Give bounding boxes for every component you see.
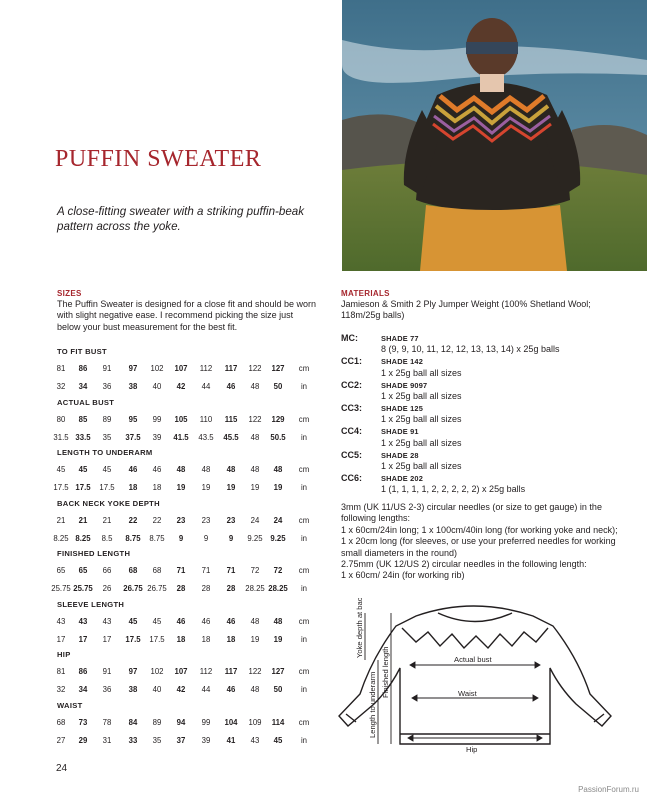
measurement-cell: 91 <box>102 667 112 676</box>
needles-line: 3mm (UK 11/US 2-3) circular needles (or size to get gauge) in the following lengths: <box>341 502 602 524</box>
measurement-row-in <box>57 685 307 697</box>
measurement-cell: 40 <box>152 382 162 391</box>
measurement-cell: 35 <box>152 735 162 745</box>
shade-code: SHADE 142 <box>381 357 424 367</box>
colour-label: MC: <box>341 333 358 343</box>
measurement-cell: 50 <box>273 382 283 391</box>
shade-code: SHADE 125 <box>381 403 424 413</box>
measurement-cell: 115 <box>224 414 238 424</box>
cuff-right <box>594 714 604 722</box>
colour-shade <box>381 333 419 344</box>
measurement-cell: 46 <box>226 685 236 694</box>
measurement-cell: 85 <box>78 414 88 424</box>
sizes-heading: SIZES <box>57 289 82 298</box>
colour-item <box>341 333 621 356</box>
measurement-cell: 48 <box>226 465 236 474</box>
needles-list <box>341 502 621 582</box>
measurement-cell: 42 <box>176 382 186 391</box>
measurement-unit: cm <box>298 717 310 727</box>
measurement-cell: 21 <box>56 515 66 525</box>
colour-label: CC5: <box>341 449 363 460</box>
needles-line: 1 x 60cm/24in long; 1 x 100cm/40in long (for working yoke and neck); 1 x 20cm long (for sleeves, or use your preferred needles for working small diameters in the round) <box>341 524 618 558</box>
measurement-cell: 122 <box>248 414 262 424</box>
measurement-cell: 110 <box>199 414 213 424</box>
measurement-cell: 45 <box>102 465 112 474</box>
measurement-cell: 45 <box>56 465 66 474</box>
measurement-cell: 99 <box>152 414 162 424</box>
measurement-cell: 89 <box>152 717 162 727</box>
measurement-row-in <box>53 432 308 445</box>
measurement-unit: in <box>300 382 308 391</box>
measurement-row-cm <box>56 414 310 427</box>
colour-amount: 1 (1, 1, 1, 1, 2, 2, 2, 2, 2) x 25g balls <box>381 484 526 495</box>
measurement-cell: 9 <box>203 533 209 543</box>
measurement-cell: 34 <box>78 685 88 694</box>
colour-label: CC6: <box>341 472 363 483</box>
colour-label: CC2: <box>341 379 363 390</box>
measurement-cell: 32 <box>56 685 66 694</box>
measurement-cell: 28 <box>226 584 236 593</box>
measurement-cell: 9 <box>228 533 234 543</box>
measurement-cell: 45 <box>78 465 88 474</box>
measurement-cell: 25.75 <box>51 584 71 593</box>
sizes-description: The Puffin Sweater is designed for a close fit and should be worn with slight negative ease. I recommend picking the size just below your bust measurement for the best fit. <box>57 299 316 332</box>
measurement-cell: 107 <box>174 364 188 373</box>
measurement-cell: 44 <box>201 382 211 391</box>
colour-label: CC1: <box>341 356 363 367</box>
colour-shade <box>381 380 427 391</box>
colour-label: CC3: <box>341 402 363 413</box>
measurement-cell: 107 <box>174 667 188 676</box>
measurement-unit: cm <box>298 414 310 424</box>
measurement-unit: in <box>300 685 308 694</box>
measurement-cell: 17.5 <box>99 483 115 492</box>
measurement-cell: 41.5 <box>173 432 189 442</box>
measurement-row-in <box>57 635 307 647</box>
measurement-cell: 39 <box>201 735 211 745</box>
measurement-cell: 28.25 <box>268 584 288 593</box>
measurement-unit: cm <box>298 566 310 575</box>
measurement-cell: 8.25 <box>75 533 91 543</box>
sweater-photo-illustration <box>342 0 647 271</box>
colour-amount: 1 x 25g ball all sizes <box>381 460 462 471</box>
measurement-cell: 8.75 <box>149 533 165 543</box>
colour-amount: 1 x 25g ball all sizes <box>381 390 462 401</box>
measurement-cell: 73 <box>78 717 88 727</box>
measurement-cell: 43.5 <box>198 432 214 442</box>
shade-code: SHADE 202 <box>381 473 424 483</box>
measurement-cell: 28 <box>201 584 211 593</box>
measurement-cell: 17 <box>78 634 88 644</box>
measurement-cell: 95 <box>128 414 138 424</box>
measurement-cell: 43 <box>56 616 66 626</box>
measurement-cell: 19 <box>176 483 186 492</box>
measurement-heading: WAIST <box>57 700 83 710</box>
measurement-row-cm <box>56 364 310 376</box>
shade-code: SHADE 9097 <box>381 380 428 390</box>
measurement-cell: 23 <box>201 515 211 525</box>
measurement-cell: 35 <box>102 432 112 442</box>
measurement-row-in <box>53 533 308 546</box>
measurement-row-cm <box>56 667 310 679</box>
measurement-cell: 8.75 <box>125 533 141 543</box>
measurement-cell: 18 <box>226 634 236 644</box>
label-hip: Hip <box>466 745 478 754</box>
measurement-cell: 127 <box>271 667 285 676</box>
measurement-unit: in <box>300 634 308 644</box>
colour-item <box>341 450 621 473</box>
measurement-cell: 18 <box>152 483 162 492</box>
measurement-cell: 48 <box>250 685 260 694</box>
measurement-cell: 26.75 <box>147 584 167 593</box>
measurement-cell: 46 <box>201 616 211 626</box>
colour-item <box>341 356 621 379</box>
measurement-cell: 37.5 <box>125 432 141 442</box>
measurement-cell: 122 <box>248 667 262 676</box>
measurement-cell: 44 <box>201 685 211 694</box>
colour-label: CC4: <box>341 426 363 437</box>
measurement-cell: 21 <box>102 515 112 525</box>
measurement-cell: 89 <box>102 414 112 424</box>
measurement-cell: 23 <box>176 515 186 525</box>
measurement-heading: SLEEVE LENGTH <box>57 599 125 609</box>
measurement-unit: in <box>300 483 308 492</box>
measurement-cell: 68 <box>128 566 138 575</box>
measurement-cell: 42 <box>176 685 186 694</box>
measurement-cell: 9.25 <box>247 533 263 543</box>
measurement-heading: TO FIT BUST <box>57 347 107 356</box>
measurement-cell: 102 <box>150 364 164 373</box>
label-finished-length: Finished length <box>381 646 390 698</box>
measurement-cell: 19 <box>226 483 236 492</box>
shade-code: SHADE 91 <box>381 427 419 437</box>
measurement-cell: 46 <box>176 616 186 626</box>
measurement-cell: 18 <box>201 634 211 644</box>
needles-line: 2.75mm (UK 12/US 2) circular needles in the following length: <box>341 559 587 570</box>
measurement-cell: 72 <box>273 566 283 575</box>
label-underarm: Length to underarm <box>368 671 377 738</box>
measurement-cell: 68 <box>152 566 162 575</box>
yarn-description: Jamieson & Smith 2 Ply Jumper Weight (100% Shetland Wool; 118m/25g balls) <box>341 299 591 321</box>
measurement-cell: 104 <box>224 717 238 727</box>
measurement-unit: cm <box>298 515 310 525</box>
measurement-cell: 43 <box>250 735 260 745</box>
colour-amount: 1 x 25g ball all sizes <box>381 414 462 425</box>
measurement-row-cm <box>56 465 310 477</box>
measurement-cell: 8.5 <box>101 533 113 543</box>
measurement-heading: LENGTH TO UNDERARM <box>57 448 153 457</box>
measurement-cell: 45 <box>128 616 138 626</box>
measurement-cell: 34 <box>78 382 88 391</box>
measurement-cell: 127 <box>271 364 285 373</box>
measurement-cell: 84 <box>128 717 138 727</box>
measurement-cell: 33 <box>128 735 138 745</box>
measurement-heading: FINISHED LENGTH <box>57 549 131 558</box>
colour-shade <box>381 473 423 484</box>
measurement-cell: 19 <box>250 634 260 644</box>
measurement-cell: 91 <box>102 364 112 373</box>
measurement-cell: 65 <box>56 566 66 575</box>
measurement-cell: 50.5 <box>270 432 286 442</box>
neckline <box>438 613 512 622</box>
measurement-row-cm <box>56 717 310 730</box>
colour-item <box>341 380 621 403</box>
shade-code: SHADE 28 <box>381 450 419 460</box>
label-actual-bust: Actual bust <box>454 655 492 664</box>
measurement-cell: 32 <box>56 382 66 391</box>
sweater-outline <box>339 606 611 744</box>
measurement-row-cm <box>56 515 310 528</box>
materials-heading: MATERIALS <box>341 289 390 298</box>
measurement-cell: 122 <box>248 364 262 373</box>
page-number: 24 <box>56 763 68 774</box>
measurement-cell: 71 <box>176 566 186 575</box>
measurement-cell: 48 <box>176 465 186 474</box>
measurement-cell: 65 <box>78 566 88 575</box>
measurement-cell: 24 <box>250 515 260 525</box>
measurement-cell: 46 <box>226 616 236 626</box>
measurement-cell: 48 <box>250 465 260 474</box>
colour-amount: 1 x 25g ball all sizes <box>381 367 462 378</box>
measurement-cell: 19 <box>273 483 283 492</box>
measurement-unit: in <box>300 584 308 593</box>
measurement-cell: 99 <box>201 717 211 727</box>
label-waist: Waist <box>458 689 477 698</box>
measurement-cell: 105 <box>174 414 188 424</box>
measurement-cell: 46 <box>152 465 162 474</box>
measurement-cell: 72 <box>250 566 260 575</box>
measurement-cell: 37 <box>176 735 186 745</box>
measurement-cell: 17.5 <box>75 483 91 492</box>
measurement-cell: 8.25 <box>53 533 69 543</box>
measurement-cell: 112 <box>199 364 213 373</box>
measurement-cell: 39 <box>152 432 162 442</box>
measurement-cell: 48 <box>201 465 211 474</box>
measurement-cell: 36 <box>102 382 112 391</box>
schematic-svg <box>328 598 624 758</box>
measurement-unit: cm <box>298 364 310 373</box>
measurement-cell: 86 <box>78 364 88 373</box>
measurement-cell: 48 <box>250 382 260 391</box>
measurement-cell: 31 <box>102 735 112 745</box>
measurement-cell: 28.25 <box>245 584 265 593</box>
measurement-cell: 9.25 <box>270 533 286 543</box>
measurement-cell: 78 <box>102 717 112 727</box>
measurement-heading: HIP <box>57 650 71 659</box>
measurement-cell: 19 <box>273 634 283 644</box>
measurement-unit: in <box>300 432 308 442</box>
measurement-cell: 117 <box>224 667 238 676</box>
colour-shade <box>381 403 423 414</box>
shade-code: SHADE 77 <box>381 334 419 343</box>
measurement-cell: 36 <box>102 685 112 694</box>
measurement-cell: 94 <box>176 717 186 727</box>
measurement-cell: 71 <box>201 566 211 575</box>
measurement-cell: 45 <box>152 616 162 626</box>
measurement-cell: 97 <box>128 364 138 373</box>
measurement-unit: in <box>300 735 308 745</box>
measurement-cell: 48 <box>250 432 260 442</box>
measurement-cell: 17.5 <box>125 634 141 644</box>
colour-shade <box>381 450 419 461</box>
measurement-cell: 24 <box>273 515 283 525</box>
measurement-cell: 31.5 <box>53 432 69 442</box>
label-yoke-depth: Yoke depth at back <box>355 598 364 658</box>
measurement-cell: 48 <box>273 465 283 474</box>
measurement-cell: 45 <box>273 735 283 745</box>
measurement-cell: 46 <box>226 382 236 391</box>
measurement-cell: 43 <box>78 616 88 626</box>
watermark: PassionForum.ru <box>578 785 639 794</box>
measurement-cell: 112 <box>199 667 213 676</box>
measurement-row-in <box>57 736 307 748</box>
measurement-row-cm <box>56 566 310 578</box>
measurement-unit: cm <box>298 616 310 626</box>
measurement-cell: 43 <box>102 616 112 626</box>
measurement-cell: 114 <box>271 717 285 727</box>
measurement-unit: in <box>300 533 308 543</box>
colour-item <box>341 403 621 426</box>
measurement-cell: 45.5 <box>223 432 239 442</box>
needles-line: 1 x 60cm/ 24in (for working rib) <box>341 570 465 581</box>
measurement-cell: 22 <box>152 515 162 525</box>
measurement-cell: 129 <box>271 414 285 424</box>
measurement-cell: 18 <box>128 483 138 492</box>
colour-shade <box>381 426 419 437</box>
measurement-cell: 19 <box>201 483 211 492</box>
measurement-cell: 22 <box>128 515 138 525</box>
measurement-cell: 28 <box>176 584 186 593</box>
measurement-cell: 48 <box>273 616 283 626</box>
measurement-cell: 109 <box>248 717 262 727</box>
measurement-cell: 81 <box>56 667 66 676</box>
measurement-cell: 38 <box>128 685 138 694</box>
colour-amount: 1 x 25g ball all sizes <box>381 437 462 448</box>
measurement-cell: 68 <box>56 717 66 727</box>
measurement-heading: ACTUAL BUST <box>57 397 115 407</box>
colour-item <box>341 426 621 449</box>
colour-item <box>341 473 621 496</box>
cuff-left <box>346 714 356 722</box>
measurement-cell: 17 <box>102 634 112 644</box>
page-title: PUFFIN SWEATER <box>55 146 262 172</box>
measurement-cell: 80 <box>56 414 66 424</box>
colour-amount: 8 (9, 9, 10, 11, 12, 12, 13, 13, 14) x 25g balls <box>381 344 560 355</box>
measurement-cell: 9 <box>178 533 184 543</box>
measurement-cell: 38 <box>128 382 138 391</box>
measurement-heading: BACK NECK YOKE DEPTH <box>57 498 160 508</box>
measurement-row-in <box>51 584 308 596</box>
measurement-cell: 33.5 <box>75 432 91 442</box>
measurement-cell: 17.5 <box>149 634 165 644</box>
measurement-unit: cm <box>298 465 310 474</box>
measurement-cell: 41 <box>226 735 236 745</box>
measurement-cell: 23 <box>226 515 236 525</box>
measurement-cell: 17 <box>56 634 66 644</box>
measurement-cell: 26.75 <box>123 584 143 593</box>
measurement-cell: 71 <box>226 566 236 575</box>
measurement-cell: 18 <box>176 634 186 644</box>
measurement-cell: 29 <box>78 735 88 745</box>
yoke-pattern <box>402 628 548 648</box>
measurement-row-in <box>57 382 307 394</box>
measurement-row-in <box>53 483 308 495</box>
measurement-cell: 17.5 <box>53 483 69 492</box>
measurement-cell: 48 <box>250 616 260 626</box>
measurement-cell: 86 <box>78 667 88 676</box>
measurement-cell: 25.75 <box>73 584 93 593</box>
measurement-cell: 81 <box>56 364 66 373</box>
measurement-cell: 46 <box>128 465 138 474</box>
measurement-cell: 66 <box>102 566 112 575</box>
sweater-photo <box>342 0 647 271</box>
measurement-cell: 27 <box>56 735 66 745</box>
measurement-row-cm <box>56 616 310 629</box>
measurement-cell: 19 <box>250 483 260 492</box>
colour-shade <box>381 356 423 367</box>
measurement-unit: cm <box>298 667 310 676</box>
measurement-cell: 102 <box>150 667 164 676</box>
schematic-diagram <box>328 598 624 758</box>
measurement-cell: 21 <box>78 515 88 525</box>
measurement-cell: 50 <box>273 685 283 694</box>
intro-text: A close-fitting sweater with a striking puffin-beak pattern across the yoke. <box>57 205 305 233</box>
measurement-cell: 97 <box>128 667 138 676</box>
measurement-cell: 40 <box>152 685 162 694</box>
measurement-cell: 117 <box>224 364 238 373</box>
measurement-cell: 26 <box>102 584 112 593</box>
